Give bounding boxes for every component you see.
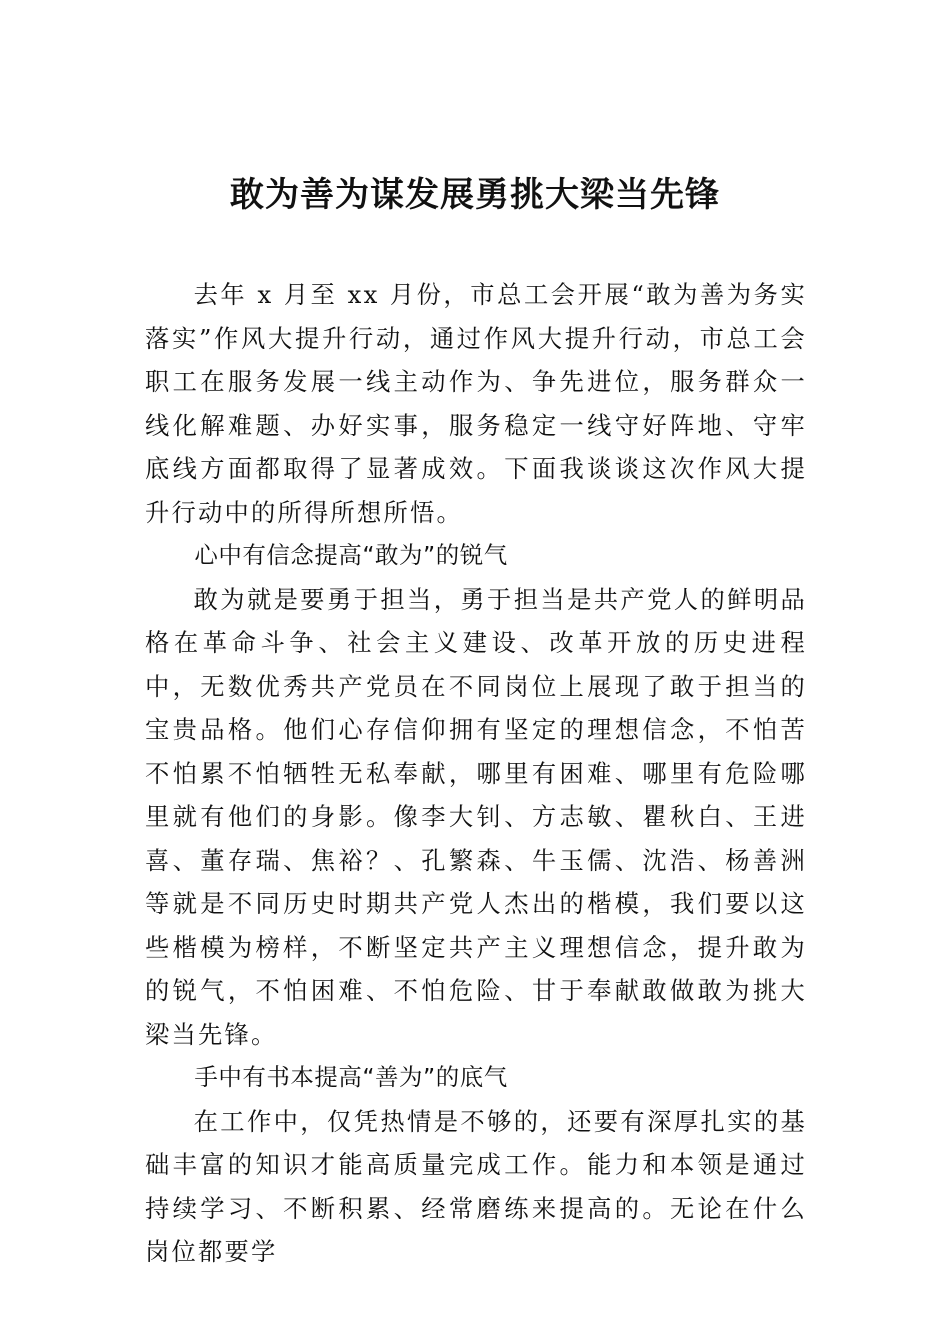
document-body xyxy=(145,273,807,1274)
section-1-heading: 心中有信念提高“敢为”的锐气 xyxy=(194,541,508,569)
section-2-heading: 手中有书本提高“善为”的底气 xyxy=(194,1063,508,1091)
section-2-paragraph: 在工作中，仅凭热情是不够的，还要有深厚扎实的基础丰富的知识才能高质量完成工作。能力和本领是通过持续学习、不断积累、经常磨练来提高的。无论在什么岗位都要学 xyxy=(145,1106,807,1266)
document-title: 敢为善为谋发展勇挑大梁当先锋 xyxy=(230,175,720,215)
section-1-paragraph: 敢为就是要勇于担当，勇于担当是共产党人的鲜明品格在革命斗争、社会主义建设、改革开放的历史进程中，无数优秀共产党员在不同岗位上展现了敢于担当的宝贵品格。他们心存信仰拥有坚定的理想信念，不怕苦不怕累不怕牺牲无私奉献，哪里有困难、哪里有危险哪里就有他们的身影。像李大钊、方志敏、瞿秋白、王进喜、董存瑞、焦裕？、孔繁森、牛玉儒、沈浩、杨善洲等就是不同历史时期共产党人杰出的楷模，我们要以这些楷模为榜样，不断坚定共产主义理想信念，提升敢为的锐气，不怕困难、不怕危险、甘于奉献敢做敢为挑大梁当先锋。 xyxy=(145,584,807,1049)
intro-paragraph: 去年 x 月至 xx 月份，市总工会开展“敢为善为务实落实”作风大提升行动，通过作风大提升行动，市总工会职工在服务发展一线主动作为、争先进位，服务群众一线化解难题、办好实事，服务稳定一线守好阵地、守牢底线方面都取得了显著成效。下面我谈谈这次作风大提升行动中的所得所想所悟。 xyxy=(145,280,807,527)
